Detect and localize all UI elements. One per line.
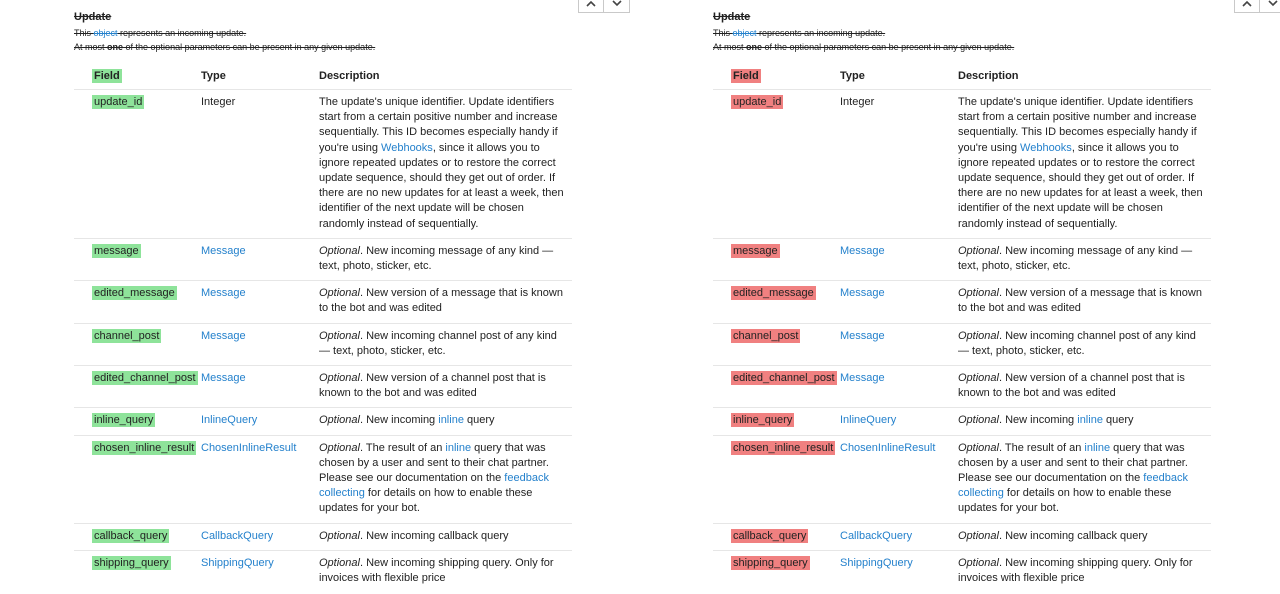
description-cell — [958, 90, 1211, 239]
field-cell — [74, 238, 201, 280]
description-cell — [958, 366, 1211, 408]
description-text: . New incoming callback query — [359, 529, 509, 542]
type-link[interactable]: CallbackQuery — [201, 529, 274, 542]
field-name: callback_query — [94, 529, 168, 542]
description-cell — [319, 550, 572, 592]
section-header — [74, 11, 375, 54]
previous-button[interactable] — [578, 0, 604, 13]
type-cell — [840, 523, 958, 550]
field-name: update_id — [733, 96, 782, 108]
table-row — [74, 323, 572, 365]
description-link[interactable]: feedback collecting — [319, 472, 549, 500]
field-header-label: Field — [733, 70, 759, 82]
description-text: for details on how to enable these updates for your bot. — [319, 487, 533, 515]
field-cell — [74, 323, 201, 365]
description-cell — [319, 323, 572, 365]
description-cell — [958, 323, 1211, 365]
chevron-up-icon — [586, 0, 596, 7]
description-text: represents an incoming update. — [117, 28, 247, 38]
navigation-buttons — [578, 0, 630, 13]
field-name: inline_query — [733, 414, 793, 427]
field-cell — [713, 523, 840, 550]
type-cell — [201, 366, 319, 408]
column-header-field — [74, 64, 201, 90]
table-row — [713, 90, 1211, 239]
field-cell — [74, 90, 201, 239]
description-text: The update's unique identifier. Update identifiers start from a certain positive number and increase sequentially. This ID becomes especially handy if you're using — [319, 96, 558, 154]
description-text: query — [463, 414, 495, 427]
field-cell — [74, 435, 201, 523]
field-name: inline_query — [94, 414, 154, 427]
type-link[interactable]: Message — [201, 329, 246, 342]
description-text: . New incoming message of any kind — text, photo, sticker, etc. — [958, 244, 1193, 273]
type-link[interactable]: Message — [201, 287, 246, 300]
next-button[interactable] — [1260, 0, 1280, 13]
description-text: represents an incoming update. — [756, 28, 886, 38]
type-cell — [201, 550, 319, 592]
description-text: query — [1102, 414, 1134, 427]
type-cell — [840, 90, 958, 239]
description-cell — [958, 408, 1211, 435]
description-text: This — [713, 28, 733, 38]
field-name: shipping_query — [733, 556, 808, 569]
section-description — [713, 26, 1014, 40]
field-name: chosen_inline_result — [733, 441, 834, 454]
description-text: . The result of an — [998, 441, 1085, 454]
table-row — [713, 366, 1211, 408]
type-link[interactable]: InlineQuery — [201, 414, 258, 427]
optional-label: Optional — [958, 244, 999, 257]
description-cell — [319, 281, 572, 323]
description-text: query that was chosen by a user and sent to their chat partner. Please see our documentation on the — [958, 441, 1188, 485]
type-cell — [840, 435, 958, 523]
type-link[interactable]: ChosenInlineResult — [201, 441, 297, 454]
description-text: . New incoming — [359, 414, 439, 427]
type-cell — [201, 435, 319, 523]
description-text: The update's unique identifier. Update identifiers start from a certain positive number and increase sequentially. This ID becomes especially handy if you're using — [958, 96, 1197, 154]
right-doc-panel — [639, 0, 1279, 594]
table-row — [713, 238, 1211, 280]
optional-label: Optional — [319, 529, 360, 542]
description-link[interactable]: inline — [1084, 441, 1111, 454]
type-cell — [201, 408, 319, 435]
optional-label: Optional — [958, 372, 999, 385]
description-link[interactable]: Webhooks — [1020, 141, 1072, 154]
field-cell — [74, 550, 201, 592]
section-title: Update — [74, 11, 112, 23]
optional-label: Optional — [958, 529, 999, 542]
table-row — [713, 435, 1211, 523]
field-name: edited_message — [733, 287, 814, 300]
table-row — [713, 550, 1211, 592]
column-header-description: Description — [319, 70, 380, 82]
column-header-field — [713, 64, 840, 90]
description-text: , since it allows you to ignore repeated updates or to restore the correct update sequence, should they get out of order. If there are no new updates for at least a week, then identifier of the next update will be chosen randomly instead of sequentially. — [319, 141, 564, 230]
previous-button[interactable] — [1234, 0, 1260, 13]
section-description — [74, 26, 375, 40]
next-button[interactable] — [604, 0, 630, 13]
field-cell — [74, 523, 201, 550]
table-row — [74, 366, 572, 408]
section-header — [713, 11, 1014, 54]
type-link[interactable]: Message — [840, 329, 885, 342]
column-header-description: Description — [958, 70, 1019, 82]
description-text: . New incoming shipping query. Only for invoices with flexible price — [319, 556, 554, 585]
optional-label: Optional — [319, 287, 360, 300]
field-name: chosen_inline_result — [94, 441, 195, 454]
description-text: . The result of an — [359, 441, 446, 454]
description-cell — [319, 366, 572, 408]
type-cell — [840, 366, 958, 408]
fields-table — [713, 64, 1211, 592]
table-row — [713, 523, 1211, 550]
description-link[interactable]: feedback collecting — [958, 472, 1188, 500]
chevron-down-icon — [1268, 0, 1278, 7]
field-name: channel_post — [94, 329, 160, 342]
optional-label: Optional — [319, 441, 360, 454]
type-cell — [201, 238, 319, 280]
description-text: for details on how to enable these updates for your bot. — [958, 487, 1172, 515]
table-header-row — [713, 64, 1211, 90]
type-cell — [201, 90, 319, 239]
table-row — [74, 281, 572, 323]
table-row — [74, 90, 572, 239]
note-text: of the optional parameters can be present in any given update. — [123, 42, 376, 52]
field-cell — [713, 550, 840, 592]
note-text: At most — [74, 42, 108, 52]
description-text: . New incoming callback query — [998, 529, 1148, 542]
description-link[interactable]: inline — [1077, 414, 1103, 427]
optional-label: Optional — [958, 441, 999, 454]
type-cell — [840, 238, 958, 280]
field-name: edited_message — [94, 287, 175, 300]
note-text: At most — [713, 42, 747, 52]
section-note — [713, 40, 1014, 54]
optional-label: Optional — [319, 372, 360, 385]
type-link[interactable]: Message — [840, 244, 885, 257]
description-cell — [319, 238, 572, 280]
field-name: edited_channel_post — [94, 372, 196, 385]
description-cell — [319, 435, 572, 523]
optional-label: Optional — [958, 287, 999, 300]
object-link[interactable]: object — [93, 28, 118, 38]
type-cell — [201, 523, 319, 550]
description-text: , since it allows you to ignore repeated updates or to restore the correct update sequence, should they get out of order. If there are no new updates for at least a week, then identifier of the next update will be chosen randomly instead of sequentially. — [958, 141, 1203, 230]
note-emphasis: one — [107, 42, 124, 52]
field-name: callback_query — [733, 529, 807, 542]
description-text: . New incoming shipping query. Only for invoices with flexible price — [958, 556, 1193, 585]
table-row — [74, 238, 572, 280]
field-name: edited_channel_post — [733, 372, 835, 385]
optional-label: Optional — [319, 244, 360, 257]
description-text: . New incoming channel post of any kind — text, photo, sticker, etc. — [958, 329, 1196, 357]
description-text: . New version of a channel post that is known to the bot and was edited — [319, 372, 546, 400]
optional-label: Optional — [319, 329, 360, 342]
type-link[interactable]: ShippingQuery — [840, 556, 913, 569]
description-text: query that was chosen by a user and sent to their chat partner. Please see our documentation on the — [319, 441, 549, 485]
chevron-up-icon — [1242, 0, 1252, 7]
chevron-down-icon — [612, 0, 622, 7]
field-cell — [713, 408, 840, 435]
type-link[interactable]: Message — [840, 287, 885, 300]
type-cell — [840, 323, 958, 365]
optional-label: Optional — [958, 414, 999, 427]
description-cell — [958, 435, 1211, 523]
field-name: message — [733, 244, 778, 257]
optional-label: Optional — [958, 556, 999, 569]
description-cell — [958, 523, 1211, 550]
field-cell — [713, 281, 840, 323]
table-row — [74, 435, 572, 523]
description-text: . New incoming message of any kind — text, photo, sticker, etc. — [319, 244, 554, 273]
description-text: . New version of a message that is known to the bot and was edited — [958, 287, 1202, 315]
table-row — [713, 408, 1211, 435]
column-header-type: Type — [201, 70, 226, 82]
description-link[interactable]: inline — [438, 414, 464, 427]
description-text: . New version of a message that is known to the bot and was edited — [319, 287, 563, 315]
description-cell — [958, 238, 1211, 280]
section-note — [74, 40, 375, 54]
note-emphasis: one — [746, 42, 763, 52]
field-name: channel_post — [733, 329, 799, 342]
description-text: . New incoming channel post of any kind — text, photo, sticker, etc. — [319, 329, 557, 357]
field-cell — [74, 408, 201, 435]
type-name: Integer — [840, 96, 875, 108]
field-name: update_id — [94, 96, 143, 108]
field-name: message — [94, 244, 139, 257]
description-cell — [319, 523, 572, 550]
type-link[interactable]: Message — [201, 244, 246, 257]
fields-table — [74, 64, 572, 592]
field-cell — [74, 366, 201, 408]
field-cell — [713, 90, 840, 239]
optional-label: Optional — [319, 556, 360, 569]
field-cell — [713, 366, 840, 408]
description-cell — [319, 90, 572, 239]
type-cell — [840, 408, 958, 435]
field-header-label: Field — [94, 70, 120, 82]
field-name: shipping_query — [94, 556, 169, 569]
description-link[interactable]: inline — [445, 441, 472, 454]
type-name: Integer — [201, 96, 236, 108]
field-cell — [713, 323, 840, 365]
type-link[interactable]: ChosenInlineResult — [840, 441, 936, 454]
type-cell — [840, 550, 958, 592]
type-link[interactable]: CallbackQuery — [840, 529, 913, 542]
field-cell — [713, 238, 840, 280]
object-link[interactable]: object — [732, 28, 757, 38]
type-link[interactable]: ShippingQuery — [201, 556, 274, 569]
description-text: . New incoming — [998, 414, 1078, 427]
table-row — [74, 550, 572, 592]
description-text: . New version of a channel post that is known to the bot and was edited — [958, 372, 1185, 400]
description-cell — [319, 408, 572, 435]
field-cell — [74, 281, 201, 323]
type-cell — [201, 323, 319, 365]
table-header-row — [74, 64, 572, 90]
optional-label: Optional — [319, 414, 360, 427]
description-cell — [958, 281, 1211, 323]
note-text: of the optional parameters can be present in any given update. — [762, 42, 1015, 52]
navigation-buttons — [1234, 0, 1280, 13]
type-link[interactable]: Message — [840, 372, 885, 385]
table-row — [713, 323, 1211, 365]
description-link[interactable]: Webhooks — [381, 141, 433, 154]
type-link[interactable]: InlineQuery — [840, 414, 897, 427]
type-cell — [201, 281, 319, 323]
description-cell — [958, 550, 1211, 592]
description-text: This — [74, 28, 94, 38]
field-cell — [713, 435, 840, 523]
column-header-type: Type — [840, 70, 865, 82]
table-row — [713, 281, 1211, 323]
optional-label: Optional — [958, 329, 999, 342]
type-cell — [840, 281, 958, 323]
type-link[interactable]: Message — [201, 372, 246, 385]
table-row — [74, 408, 572, 435]
table-row — [74, 523, 572, 550]
section-title: Update — [713, 11, 751, 23]
